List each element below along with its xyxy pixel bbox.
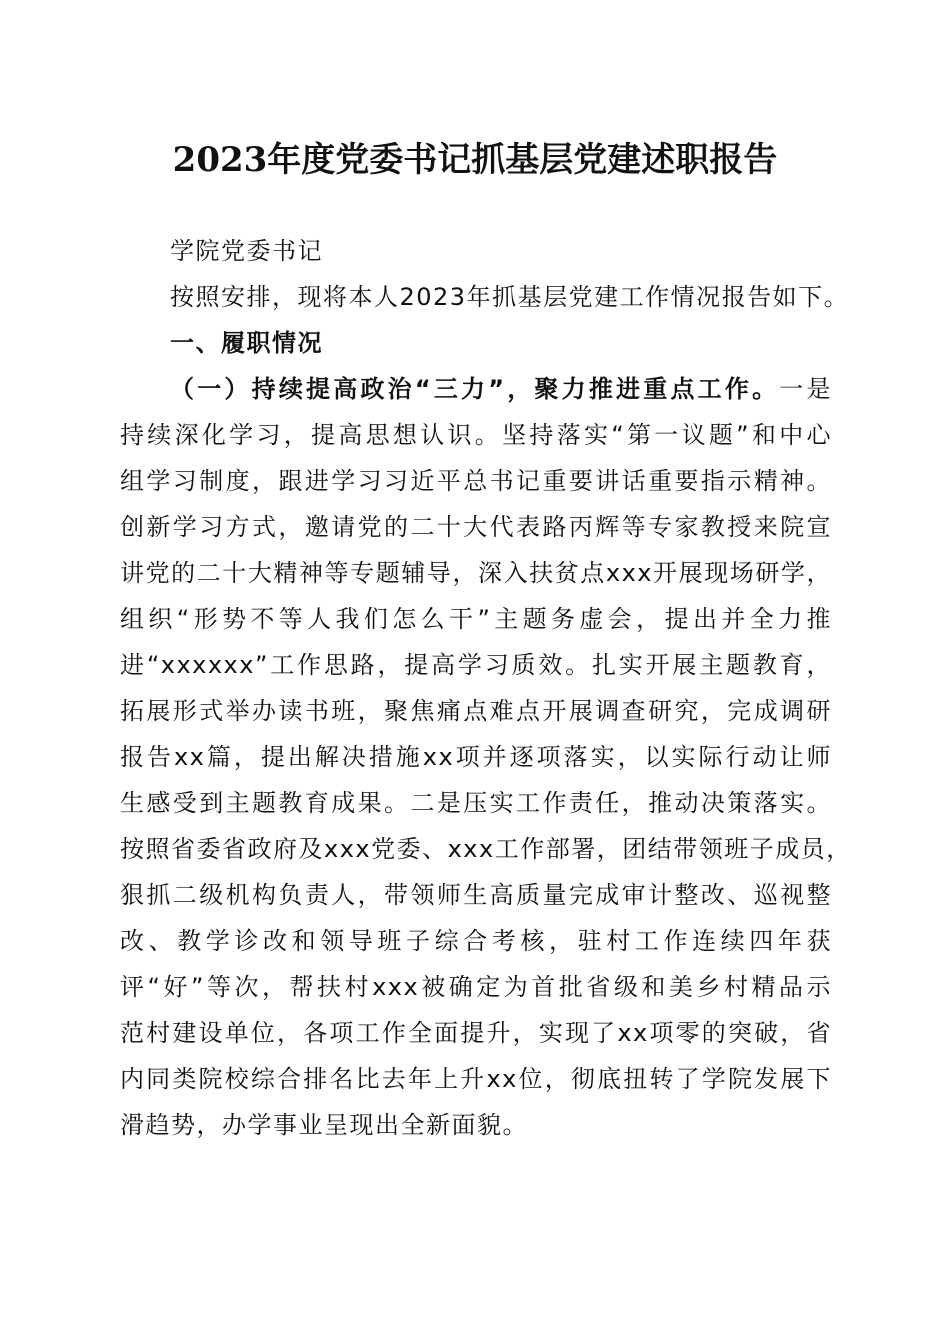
paragraph-line: 内同类院校综合排名比去年上升xx位，彻底扭转了学院发展下 xyxy=(120,1065,832,1093)
paragraph-line: 范村建设单位，各项工作全面提升，实现了xx项零的突破，省 xyxy=(120,1019,832,1047)
paragraph-line: 狠抓二级机构负责人，带领师生高质量完成审计整改、巡视整 xyxy=(120,881,832,909)
paragraph-line: 改、教学诊改和领导班子综合考核，驻村工作连续四年获 xyxy=(120,927,832,955)
paragraph-line: 生感受到主题教育成果。二是压实工作责任，推动决策落实。 xyxy=(120,789,832,817)
paragraph-line: 持续深化学习，提高思想认识。坚持落实“第一议题”和中心 xyxy=(120,421,832,449)
document-title: 2023年度党委书记抓基层党建述职报告 xyxy=(172,140,778,180)
paragraph-line-fragment: 一是 xyxy=(779,375,833,403)
subsection-heading: （一）持续提高政治“三力”，聚力推进重点工作。 xyxy=(170,375,780,403)
paragraph-line: 进“xxxxxx”工作思路，提高学习质效。扎实开展主题教育， xyxy=(120,651,832,679)
intro-line: 按照安排，现将本人2023年抓基层党建工作情况报告如下。 xyxy=(170,283,850,311)
paragraph-line: 评“好”等次，帮扶村xxx被确定为首批省级和美乡村精品示 xyxy=(120,973,832,1001)
paragraph-line-first xyxy=(120,366,832,412)
paragraph-line: 组织“形势不等人我们怎么干”主题务虚会，提出并全力推 xyxy=(120,605,832,633)
paragraph-line: 拓展形式举办读书班，聚焦痛点难点开展调查研究，完成调研 xyxy=(120,697,832,725)
author-line: 学院党委书记 xyxy=(170,237,323,265)
section-heading: 一、履职情况 xyxy=(170,329,323,357)
paragraph-line: 组学习制度，跟进学习习近平总书记重要讲话重要指示精神。 xyxy=(120,467,832,495)
paragraph-line: 报告xx篇，提出解决措施xx项并逐项落实，以实际行动让师 xyxy=(120,743,832,771)
paragraph-line: 按照省委省政府及xxx党委、xxx工作部署，团结带领班子成员， xyxy=(120,835,852,863)
paragraph-line: 创新学习方式，邀请党的二十大代表路丙辉等专家教授来院宣 xyxy=(120,513,832,541)
paragraph-line-last: 滑趋势，办学事业呈现出全新面貌。 xyxy=(120,1111,528,1139)
paragraph-line: 讲党的二十大精神等专题辅导，深入扶贫点xxx开展现场研学， xyxy=(120,559,832,587)
document-body xyxy=(120,228,852,1148)
